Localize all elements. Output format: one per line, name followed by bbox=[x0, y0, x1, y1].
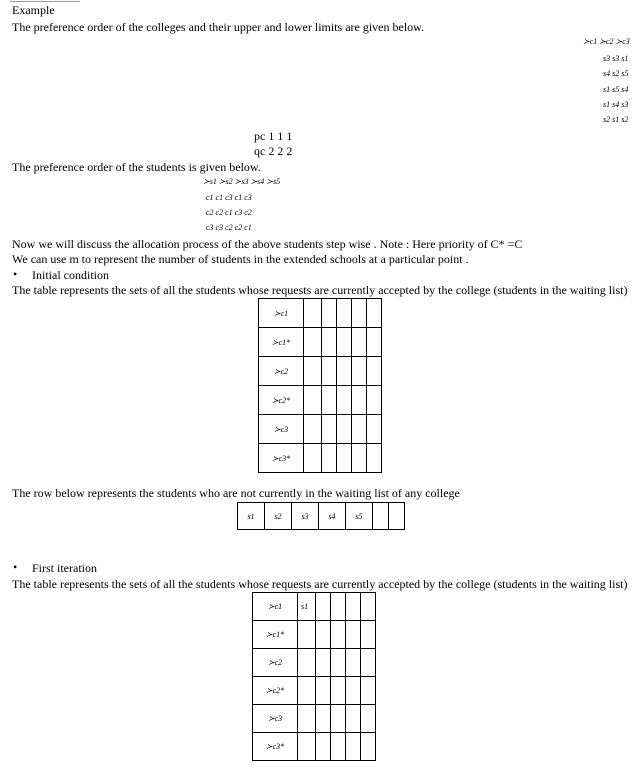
waiting-slot bbox=[322, 328, 337, 357]
waiting-list-row bbox=[259, 299, 382, 328]
waiting-slot bbox=[337, 444, 352, 473]
waiting-slot bbox=[352, 328, 367, 357]
college-pref-row: s4 s2 s5 bbox=[603, 69, 629, 78]
waiting-slot bbox=[352, 299, 367, 328]
intro-text: The preference order of the colleges and their upper and lower limits are given below. bbox=[12, 20, 425, 34]
waiting-list-row bbox=[253, 705, 376, 733]
waiting-slot bbox=[316, 649, 331, 677]
waiting-slot bbox=[361, 705, 376, 733]
student-cell: s4 bbox=[319, 503, 346, 530]
initial-condition-heading: Initial condition bbox=[32, 268, 109, 282]
waiting-slot bbox=[352, 444, 367, 473]
waiting-slot bbox=[316, 733, 331, 761]
waiting-list-row bbox=[259, 386, 382, 415]
waiting-slot bbox=[304, 415, 322, 444]
waiting-slot bbox=[346, 593, 361, 621]
waiting-slot bbox=[361, 621, 376, 649]
waiting-slot bbox=[304, 386, 322, 415]
waiting-slot bbox=[316, 705, 331, 733]
waiting-slot bbox=[352, 357, 367, 386]
waiting-list-row bbox=[259, 444, 382, 473]
college-pref-row: s2 s1 s2 bbox=[603, 115, 629, 124]
college-label: ≻c2 bbox=[253, 649, 298, 677]
college-pref-header: ≻c1 ≻c2 ≻c3 bbox=[583, 37, 630, 46]
waiting-slot bbox=[361, 733, 376, 761]
college-label: ≻c2* bbox=[253, 677, 298, 705]
waiting-slot bbox=[331, 593, 346, 621]
college-label: ≻c1 bbox=[253, 593, 298, 621]
heading-rule bbox=[10, 1, 80, 2]
waiting-slot bbox=[361, 677, 376, 705]
waiting-slot bbox=[322, 386, 337, 415]
college-label: ≻c1 bbox=[259, 299, 304, 328]
waiting-slot bbox=[316, 677, 331, 705]
waiting-slot bbox=[346, 649, 361, 677]
waiting-list-row bbox=[253, 733, 376, 761]
waiting-slot bbox=[346, 705, 361, 733]
college-label: ≻c3 bbox=[253, 705, 298, 733]
waiting-slot bbox=[322, 299, 337, 328]
college-label: ≻c2* bbox=[259, 386, 304, 415]
student-pref-row: c3 c3 c2 c2 c1 bbox=[206, 223, 252, 232]
student-cell: s3 bbox=[292, 503, 319, 530]
waiting-slot bbox=[361, 649, 376, 677]
college-label: ≻c3* bbox=[259, 444, 304, 473]
college-label: ≻c2 bbox=[259, 357, 304, 386]
student-cell: s5 bbox=[346, 503, 373, 530]
waiting-slot bbox=[304, 357, 322, 386]
waiting-slot bbox=[337, 328, 352, 357]
empty-cell bbox=[389, 503, 405, 530]
table-description-2: The table represents the sets of all the students whose requests are currently accepted by the college (students in the waiting list) bbox=[12, 577, 628, 591]
college-label: ≻c1* bbox=[259, 328, 304, 357]
waiting-slot bbox=[298, 733, 316, 761]
waiting-slot bbox=[316, 621, 331, 649]
waiting-slot bbox=[304, 328, 322, 357]
waiting-slot bbox=[331, 677, 346, 705]
waiting-slot bbox=[331, 733, 346, 761]
waiting-slot bbox=[367, 444, 382, 473]
waiting-list-row bbox=[253, 593, 376, 621]
college-pref-row: s3 s3 s1 bbox=[603, 54, 629, 63]
waiting-slot bbox=[331, 621, 346, 649]
college-label: ≻c1* bbox=[253, 621, 298, 649]
waiting-slot bbox=[367, 386, 382, 415]
student-cell: s2 bbox=[265, 503, 292, 530]
waiting-list-row bbox=[253, 621, 376, 649]
waiting-slot bbox=[331, 705, 346, 733]
discuss-text: Now we will discuss the allocation process of the above students step wise . Note : Here priority of C* =C bbox=[12, 237, 523, 251]
m-note: We can use m to represent the number of students in the extended schools at a particular point . bbox=[12, 252, 469, 266]
waiting-slot bbox=[298, 705, 316, 733]
waiting-slot: s1 bbox=[298, 593, 316, 621]
waiting-slot bbox=[298, 621, 316, 649]
bullet: • bbox=[13, 560, 18, 574]
waiting-slot bbox=[346, 677, 361, 705]
college-label: ≻c3 bbox=[259, 415, 304, 444]
row-description: The row below represents the students who are not currently in the waiting list of any college bbox=[12, 486, 460, 500]
college-pref-row: s1 s5 s4 bbox=[603, 85, 629, 94]
student-pref-row: c2 c2 c1 c3 c2 bbox=[206, 208, 252, 217]
waiting-slot bbox=[304, 299, 322, 328]
waiting-slot bbox=[337, 357, 352, 386]
student-intro: The preference order of the students is given below. bbox=[12, 160, 261, 174]
upper-limits: pc 1 1 1 bbox=[254, 129, 293, 143]
waiting-slot bbox=[346, 621, 361, 649]
waiting-slot bbox=[337, 415, 352, 444]
waiting-list-row bbox=[259, 357, 382, 386]
waiting-list-row bbox=[253, 649, 376, 677]
waiting-slot bbox=[367, 299, 382, 328]
waiting-slot bbox=[352, 386, 367, 415]
bullet: • bbox=[13, 267, 18, 281]
empty-cell bbox=[373, 503, 389, 530]
student-cell: s1 bbox=[238, 503, 265, 530]
waiting-list-row bbox=[259, 328, 382, 357]
table-description: The table represents the sets of all the students whose requests are currently accepted by the college (students in the waiting list) bbox=[12, 283, 628, 297]
waiting-slot bbox=[337, 386, 352, 415]
waiting-slot bbox=[316, 593, 331, 621]
waiting-slot bbox=[331, 649, 346, 677]
waiting-slot bbox=[322, 357, 337, 386]
lower-limits: qc 2 2 2 bbox=[254, 144, 293, 158]
waiting-slot bbox=[367, 357, 382, 386]
waiting-slot bbox=[346, 733, 361, 761]
student-pref-header: ≻s1 ≻s2 ≻s3 ≻s4 ≻s5 bbox=[203, 177, 281, 186]
waiting-slot bbox=[367, 415, 382, 444]
waiting-slot bbox=[337, 299, 352, 328]
waiting-slot bbox=[361, 593, 376, 621]
college-label: ≻c3* bbox=[253, 733, 298, 761]
first-iteration-heading: First iteration bbox=[32, 561, 97, 575]
student-pref-row: c1 c1 c3 c1 c3 bbox=[206, 193, 252, 202]
example-heading: Example bbox=[12, 3, 55, 17]
waiting-slot bbox=[322, 444, 337, 473]
waiting-slot bbox=[322, 415, 337, 444]
waiting-list-row bbox=[253, 677, 376, 705]
waiting-slot bbox=[304, 444, 322, 473]
waiting-slot bbox=[352, 415, 367, 444]
waiting-slot bbox=[367, 328, 382, 357]
waiting-list-table-iteration-1 bbox=[252, 592, 376, 761]
waiting-slot bbox=[298, 649, 316, 677]
unassigned-students-row bbox=[237, 502, 405, 530]
college-pref-row: s1 s4 s3 bbox=[603, 100, 629, 109]
waiting-list-table-initial bbox=[258, 298, 382, 473]
waiting-slot bbox=[298, 677, 316, 705]
waiting-list-row bbox=[259, 415, 382, 444]
